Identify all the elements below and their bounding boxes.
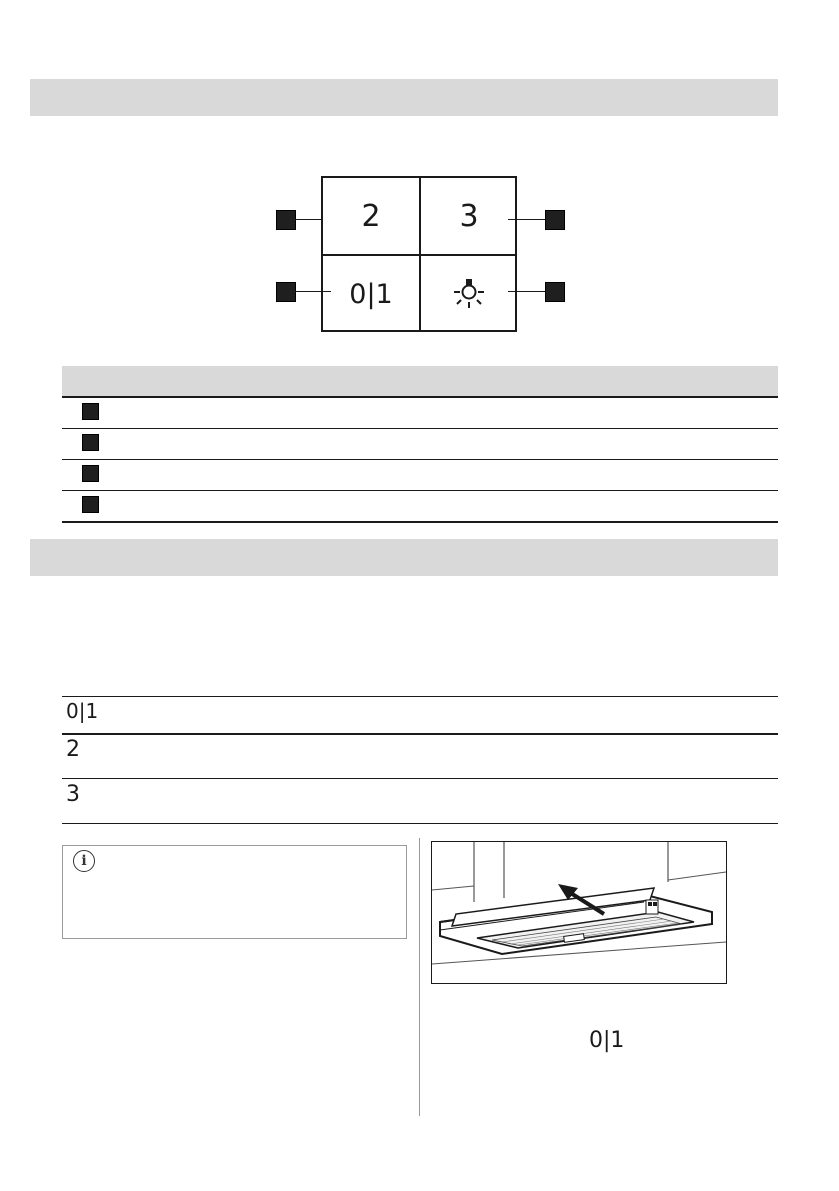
legend-row-1-marker — [82, 403, 99, 420]
function-symbol-speed-2: 2 — [66, 737, 80, 762]
callout-marker-1 — [276, 210, 296, 230]
legend-table-header-rule — [62, 396, 778, 398]
legend-row-3-rule — [62, 490, 778, 491]
speed-2-button[interactable] — [323, 178, 419, 254]
legend-row-2-rule — [62, 459, 778, 460]
callout-marker-4 — [545, 282, 565, 302]
callout-leader-2 — [508, 219, 545, 220]
on-off-label: 0|1 — [349, 278, 393, 310]
light-button[interactable] — [421, 256, 517, 332]
legend-table-bottom-rule — [62, 521, 778, 523]
legend-row-4-marker — [82, 496, 99, 513]
info-icon — [73, 850, 95, 872]
legend-row-3-marker — [82, 465, 99, 482]
speed-3-button[interactable] — [421, 178, 517, 254]
inline-on-off-symbol: 0|1 — [589, 1028, 625, 1053]
callout-marker-3 — [276, 282, 296, 302]
on-off-button[interactable] — [323, 256, 419, 332]
function-symbol-speed-3: 3 — [66, 782, 80, 807]
callout-marker-2 — [545, 210, 565, 230]
light-bulb-icon — [451, 277, 487, 311]
section-header-band-1 — [30, 79, 778, 116]
function-symbol-on-off: 0|1 — [66, 699, 99, 723]
callout-leader-1 — [295, 219, 321, 220]
legend-table-header — [62, 366, 778, 396]
callout-leader-3 — [295, 291, 331, 292]
extractor-hood-drawing — [432, 842, 726, 983]
speed-2-label: 2 — [361, 198, 381, 234]
callout-leader-4 — [508, 291, 545, 292]
speed-3-label: 3 — [459, 198, 479, 234]
hood-illustration — [431, 841, 727, 984]
legend-row-2-marker — [82, 434, 99, 451]
function-table-rule-2 — [62, 778, 778, 779]
info-icon-glyph: i — [81, 853, 87, 869]
control-panel — [321, 176, 517, 332]
column-divider — [419, 838, 420, 1116]
legend-row-1-rule — [62, 428, 778, 429]
function-table-rule-1 — [62, 733, 778, 735]
function-table-bottom-rule — [62, 823, 778, 824]
function-table-top-rule — [62, 696, 778, 697]
info-note-box — [62, 845, 407, 939]
section-header-band-2 — [30, 539, 778, 576]
